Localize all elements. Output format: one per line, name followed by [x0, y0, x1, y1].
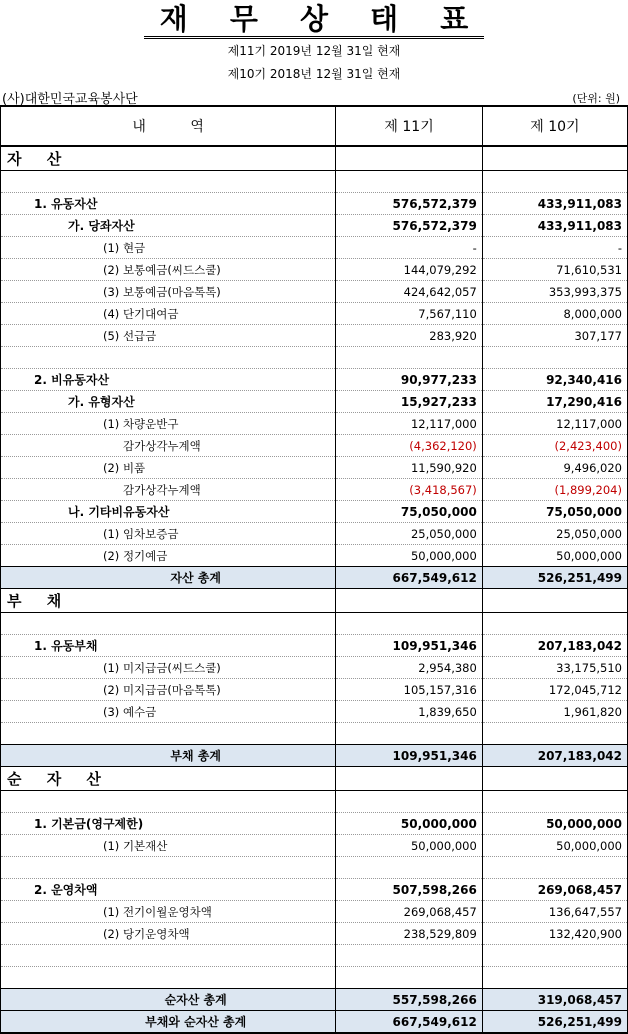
- current-period-amount: [336, 791, 482, 813]
- account-label: (2) 미지급금(마음톡톡): [1, 679, 336, 701]
- header-current-period: 제 11기: [336, 106, 482, 146]
- current-period-amount: [336, 945, 482, 967]
- account-label: 가. 당좌자산: [1, 215, 336, 237]
- account-row: [1, 215, 628, 237]
- account-label: (2) 보통예금(씨드스쿨): [1, 259, 336, 281]
- current-period-amount: 283,920: [336, 325, 482, 347]
- account-row: [1, 835, 628, 857]
- prior-period-amount: 92,340,416: [482, 369, 627, 391]
- account-label: (2) 정기예금: [1, 545, 336, 567]
- account-label: 2. 운영차액: [1, 879, 336, 901]
- account-label: [1, 613, 336, 635]
- account-label: [1, 347, 336, 369]
- prior-period-amount: [482, 857, 627, 879]
- prior-period-amount: [482, 347, 627, 369]
- account-label: 자산 총계: [1, 567, 336, 589]
- account-label: 2. 비유동자산: [1, 369, 336, 391]
- prior-period-amount: -: [482, 237, 627, 259]
- period-prior: 제10기 2018년 12월 31일 현재: [227, 67, 401, 81]
- current-period-amount: 557,598,266: [336, 989, 482, 1011]
- account-row: [1, 635, 628, 657]
- account-label: (1) 미지급금(씨드스쿨): [1, 657, 336, 679]
- prior-period-amount: [482, 723, 627, 745]
- prior-period-amount: [482, 171, 627, 193]
- blank-row: [1, 347, 628, 369]
- current-period-amount: 12,117,000: [336, 413, 482, 435]
- prior-period-amount: 307,177: [482, 325, 627, 347]
- account-row: [1, 369, 628, 391]
- prior-period-amount: [482, 767, 627, 791]
- current-period-amount: 667,549,612: [336, 567, 482, 589]
- document-title: [0, 2, 628, 39]
- account-label: 가. 유형자산: [1, 391, 336, 413]
- total-row: [1, 989, 628, 1011]
- prior-period-amount: 25,050,000: [482, 523, 627, 545]
- account-label: 부채 총계: [1, 745, 336, 767]
- account-row: [1, 501, 628, 523]
- account-row: [1, 523, 628, 545]
- account-row: [1, 237, 628, 259]
- prior-period-amount: [482, 613, 627, 635]
- account-label: (3) 예수금: [1, 701, 336, 723]
- section-row: [1, 589, 628, 613]
- balance-sheet-table: [0, 105, 628, 1034]
- current-period-amount: 50,000,000: [336, 545, 482, 567]
- account-label: (4) 단기대여금: [1, 303, 336, 325]
- prior-period-amount: 353,993,375: [482, 281, 627, 303]
- account-label: 부 채: [1, 589, 336, 613]
- blank-row: [1, 967, 628, 989]
- period-current: 제11기 2019년 12월 31일 현재: [227, 44, 401, 58]
- total-row: [1, 1011, 628, 1034]
- account-label: (1) 임차보증금: [1, 523, 336, 545]
- prior-period-amount: 172,045,712: [482, 679, 627, 701]
- current-period-amount: 25,050,000: [336, 523, 482, 545]
- blank-row: [1, 857, 628, 879]
- account-row: [1, 813, 628, 835]
- header-prior-period: 제 10기: [482, 106, 627, 146]
- current-period-amount: [336, 613, 482, 635]
- prior-period-amount: [482, 945, 627, 967]
- prior-period-amount: 8,000,000: [482, 303, 627, 325]
- prior-period-amount: 207,183,042: [482, 635, 627, 657]
- prior-period-amount: 50,000,000: [482, 813, 627, 835]
- current-period-amount: [336, 347, 482, 369]
- account-label: (3) 보통예금(마음톡톡): [1, 281, 336, 303]
- current-period-amount: [336, 723, 482, 745]
- current-period-amount: 2,954,380: [336, 657, 482, 679]
- account-label: [1, 967, 336, 989]
- account-label: [1, 723, 336, 745]
- blank-row: [1, 613, 628, 635]
- header-description: 내 역: [1, 106, 336, 146]
- blank-row: [1, 945, 628, 967]
- current-period-amount: 75,050,000: [336, 501, 482, 523]
- current-period-amount: [336, 857, 482, 879]
- account-row: [1, 281, 628, 303]
- prior-period-amount: (2,423,400): [482, 435, 627, 457]
- prior-period-amount: 50,000,000: [482, 835, 627, 857]
- current-period-amount: 50,000,000: [336, 813, 482, 835]
- account-row: [1, 457, 628, 479]
- current-period-amount: 105,157,316: [336, 679, 482, 701]
- current-period-amount: 109,951,346: [336, 635, 482, 657]
- prior-period-amount: 33,175,510: [482, 657, 627, 679]
- account-label: [1, 945, 336, 967]
- current-period-amount: 269,068,457: [336, 901, 482, 923]
- current-period-amount: [336, 767, 482, 791]
- account-label: 1. 유동부채: [1, 635, 336, 657]
- current-period-amount: (3,418,567): [336, 479, 482, 501]
- current-period-amount: 15,927,233: [336, 391, 482, 413]
- account-label: [1, 791, 336, 813]
- account-row: [1, 435, 628, 457]
- header-row: [1, 106, 628, 146]
- account-label: (1) 차량운반구: [1, 413, 336, 435]
- account-label: (5) 선급금: [1, 325, 336, 347]
- current-period-amount: 11,590,920: [336, 457, 482, 479]
- current-period-amount: [336, 589, 482, 613]
- prior-period-amount: 132,420,900: [482, 923, 627, 945]
- prior-period-amount: 433,911,083: [482, 215, 627, 237]
- blank-row: [1, 723, 628, 745]
- total-row: [1, 567, 628, 589]
- account-label: (1) 기본재산: [1, 835, 336, 857]
- current-period-amount: 144,079,292: [336, 259, 482, 281]
- prior-period-amount: 319,068,457: [482, 989, 627, 1011]
- account-label: 순자산 총계: [1, 989, 336, 1011]
- account-row: [1, 303, 628, 325]
- account-row: [1, 923, 628, 945]
- account-row: [1, 391, 628, 413]
- prior-period-amount: 136,647,557: [482, 901, 627, 923]
- prior-period-amount: 12,117,000: [482, 413, 627, 435]
- account-label: 1. 유동자산: [1, 193, 336, 215]
- account-label: 나. 기타비유동자산: [1, 501, 336, 523]
- account-label: (1) 전기이월운영차액: [1, 901, 336, 923]
- prior-period-amount: 9,496,020: [482, 457, 627, 479]
- account-label: [1, 857, 336, 879]
- current-period-amount: 1,839,650: [336, 701, 482, 723]
- current-period-amount: 109,951,346: [336, 745, 482, 767]
- account-row: [1, 679, 628, 701]
- account-row: [1, 545, 628, 567]
- account-row: [1, 657, 628, 679]
- account-row: [1, 325, 628, 347]
- current-period-amount: 507,598,266: [336, 879, 482, 901]
- account-label: 감가상각누계액: [1, 479, 336, 501]
- current-period-amount: 7,567,110: [336, 303, 482, 325]
- account-label: 부채와 순자산 총계: [1, 1011, 336, 1034]
- current-period-amount: 90,977,233: [336, 369, 482, 391]
- account-label: 순 자 산: [1, 767, 336, 791]
- account-label: (2) 비품: [1, 457, 336, 479]
- prior-period-amount: [482, 589, 627, 613]
- account-label: 1. 기본금(영구제한): [1, 813, 336, 835]
- prior-period-amount: 207,183,042: [482, 745, 627, 767]
- account-row: [1, 479, 628, 501]
- title-text: 재 무 상 태 표: [144, 2, 484, 39]
- prior-period-amount: 526,251,499: [482, 567, 627, 589]
- unit-label: (단위: 원): [572, 92, 620, 105]
- current-period-amount: [336, 967, 482, 989]
- current-period-amount: 576,572,379: [336, 193, 482, 215]
- account-row: [1, 413, 628, 435]
- prior-period-amount: (1,899,204): [482, 479, 627, 501]
- current-period-amount: 50,000,000: [336, 835, 482, 857]
- account-row: [1, 193, 628, 215]
- account-label: (1) 현금: [1, 237, 336, 259]
- current-period-amount: 667,549,612: [336, 1011, 482, 1034]
- prior-period-amount: [482, 146, 627, 171]
- current-period-amount: 238,529,809: [336, 923, 482, 945]
- prior-period-amount: 75,050,000: [482, 501, 627, 523]
- organization-name: (사)대한민국교육봉사단: [2, 92, 138, 107]
- prior-period-amount: [482, 967, 627, 989]
- prior-period-amount: 50,000,000: [482, 545, 627, 567]
- current-period-amount: -: [336, 237, 482, 259]
- prior-period-amount: 526,251,499: [482, 1011, 627, 1034]
- account-row: [1, 901, 628, 923]
- account-label: (2) 당기운영차액: [1, 923, 336, 945]
- prior-period-amount: [482, 791, 627, 813]
- blank-row: [1, 791, 628, 813]
- current-period-amount: (4,362,120): [336, 435, 482, 457]
- section-row: [1, 767, 628, 791]
- total-row: [1, 745, 628, 767]
- prior-period-amount: 433,911,083: [482, 193, 627, 215]
- prior-period-amount: 1,961,820: [482, 701, 627, 723]
- prior-period-amount: 71,610,531: [482, 259, 627, 281]
- current-period-amount: 576,572,379: [336, 215, 482, 237]
- current-period-amount: [336, 146, 482, 171]
- prior-period-amount: 269,068,457: [482, 879, 627, 901]
- current-period-amount: [336, 171, 482, 193]
- account-row: [1, 879, 628, 901]
- balance-sheet-body: [1, 106, 628, 1033]
- prior-period-amount: 17,290,416: [482, 391, 627, 413]
- account-label: 자 산: [1, 146, 336, 171]
- blank-row: [1, 171, 628, 193]
- current-period-amount: 424,642,057: [336, 281, 482, 303]
- account-row: [1, 701, 628, 723]
- account-label: [1, 171, 336, 193]
- account-label: 감가상각누계액: [1, 435, 336, 457]
- section-row: [1, 146, 628, 171]
- account-row: [1, 259, 628, 281]
